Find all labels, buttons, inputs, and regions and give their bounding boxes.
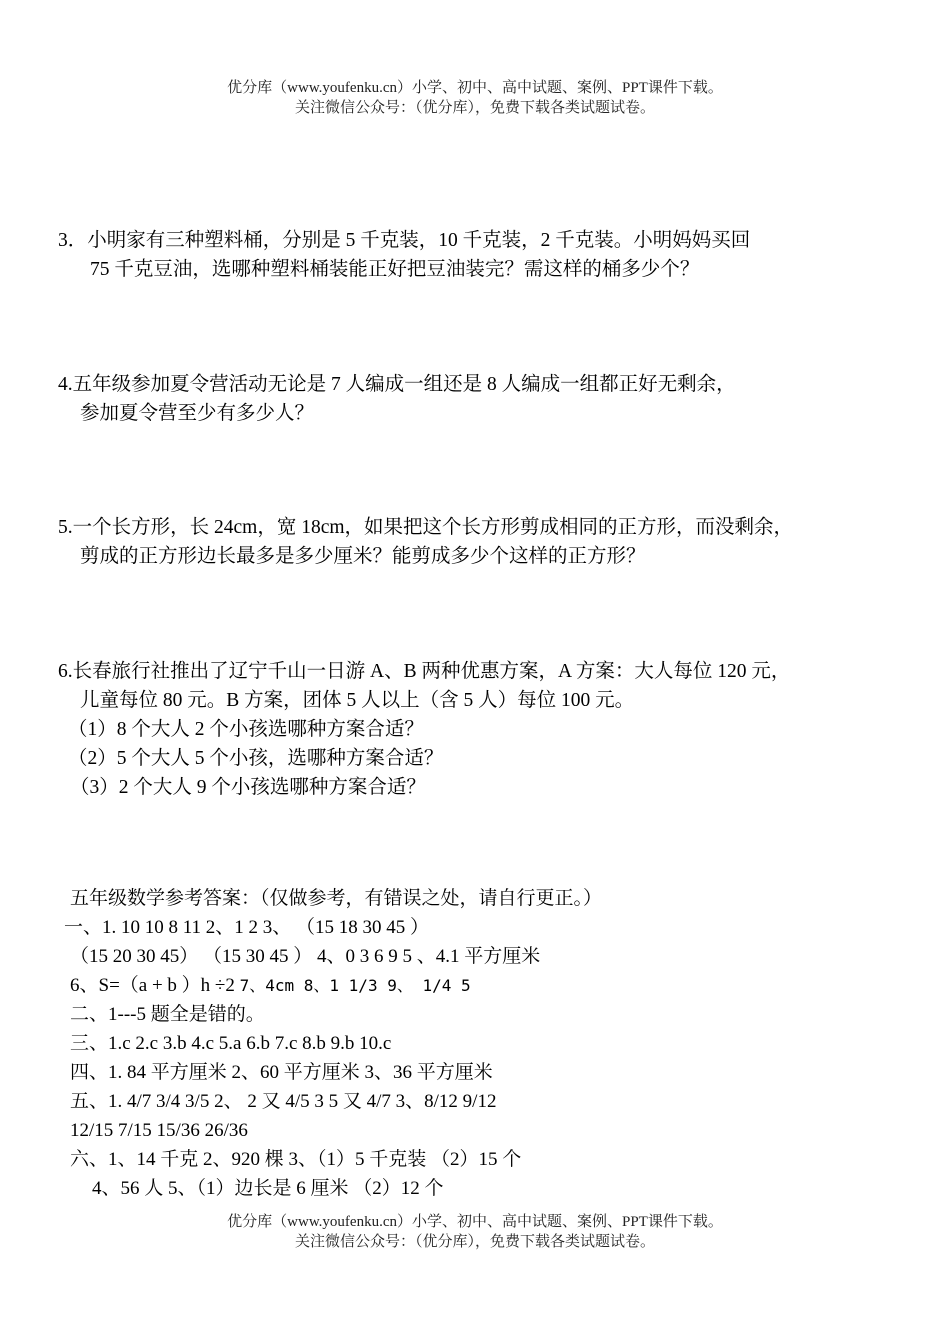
question-6 xyxy=(58,657,790,802)
answer-key-title: 五年级数学参考答案：（仅做参考，有错误之处，请自行更正。） xyxy=(70,888,603,909)
header-line-1: 优分库（www.youfenku.cn）小学、初中、高中试题、案例、PPT课件下载。 xyxy=(227,80,723,96)
question-5-line-2: 剪成的正方形边长最多是多少厘米？能剪成多少个这样的正方形？ xyxy=(80,546,646,567)
answer-line-7: 五、1. 4/7 3/4 3/5 2、 2 又 4/5 3 5 又 4/7 3、8/12 9/12 xyxy=(70,1091,497,1112)
question-3-line-1: 3．小明家有三种塑料桶，分别是 5 千克装，10 千克装，2 千克装。小明妈妈买回 xyxy=(58,230,751,251)
answer-line-8: 12/15 7/15 15/36 26/36 xyxy=(70,1120,248,1141)
question-4-line-1: 4.五年级参加夏令营活动无论是 7 人编成一组还是 8 人编成一组都正好无剩余， xyxy=(58,374,736,395)
answer-line-5: 三、1.c 2.c 3.b 4.c 5.a 6.b 7.c 8.b 9.b 10.c xyxy=(70,1033,392,1054)
question-5-line-1: 5.一个长方形，长 24cm，宽 18cm，如果把这个长方形剪成相同的正方形，而没剩余， xyxy=(58,517,794,538)
question-6-sub-2: （2）5 个大人 5 个小孩，选哪种方案合适？ xyxy=(68,748,444,769)
question-6-line-1: 6.长春旅行社推出了辽宁千山一日游 A、B 两种优惠方案，A 方案：大人每位 120 元， xyxy=(58,661,791,682)
question-6-sub-3: （3）2 个大人 9 个小孩选哪种方案合适？ xyxy=(70,777,426,798)
question-3 xyxy=(58,226,750,284)
answer-line-3 xyxy=(70,971,602,1000)
page-header xyxy=(0,78,950,118)
question-6-sub-1: （1）8 个大人 2 个小孩选哪种方案合适？ xyxy=(68,719,424,740)
answer-line-1: 一、1. 10 10 8 11 2、1 2 3、 （15 18 30 45 ） xyxy=(64,917,430,938)
answer-line-6: 四、1. 84 平方厘米 2、60 平方厘米 3、36 平方厘米 xyxy=(70,1062,493,1083)
answer-key xyxy=(64,884,603,1203)
answer-line-10: 4、56 人 5、（1）边长是 6 厘米 （2）12 个 xyxy=(92,1178,444,1199)
question-3-line-2: 75 千克豆油，选哪种塑料桶装能正好把豆油装完？需这样的桶多少个？ xyxy=(90,259,700,280)
header-line-2: 关注微信公众号：（优分库），免费下载各类试题试卷。 xyxy=(294,100,655,116)
answer-line-4: 二、1---5 题全是错的。 xyxy=(70,1004,265,1025)
answer-line-3-rest: 7、4cm 8、1 1/3 9、 1/4 5 xyxy=(239,976,471,995)
footer-line-2: 关注微信公众号：（优分库），免费下载各类试题试卷。 xyxy=(294,1234,655,1250)
question-5 xyxy=(58,513,793,571)
page-footer xyxy=(0,1212,950,1252)
question-4-line-2: 参加夏令营至少有多少人？ xyxy=(80,403,315,424)
footer-line-1: 优分库（www.youfenku.cn）小学、初中、高中试题、案例、PPT课件下载。 xyxy=(227,1214,723,1230)
question-6-line-2: 儿童每位 80 元。B 方案，团体 5 人以上（含 5 人）每位 100 元。 xyxy=(80,690,635,711)
question-4 xyxy=(58,370,736,428)
answer-line-2: （15 20 30 45） （15 30 45 ） 4、0 3 6 9 5 、4.1 平方厘米 xyxy=(70,946,541,967)
answer-line-3-formula: 6、S=（a + b ）h ÷2 xyxy=(70,975,240,996)
answer-line-9: 六、1、14 千克 2、920 棵 3、（1）5 千克装 （2）15 个 xyxy=(70,1149,522,1170)
